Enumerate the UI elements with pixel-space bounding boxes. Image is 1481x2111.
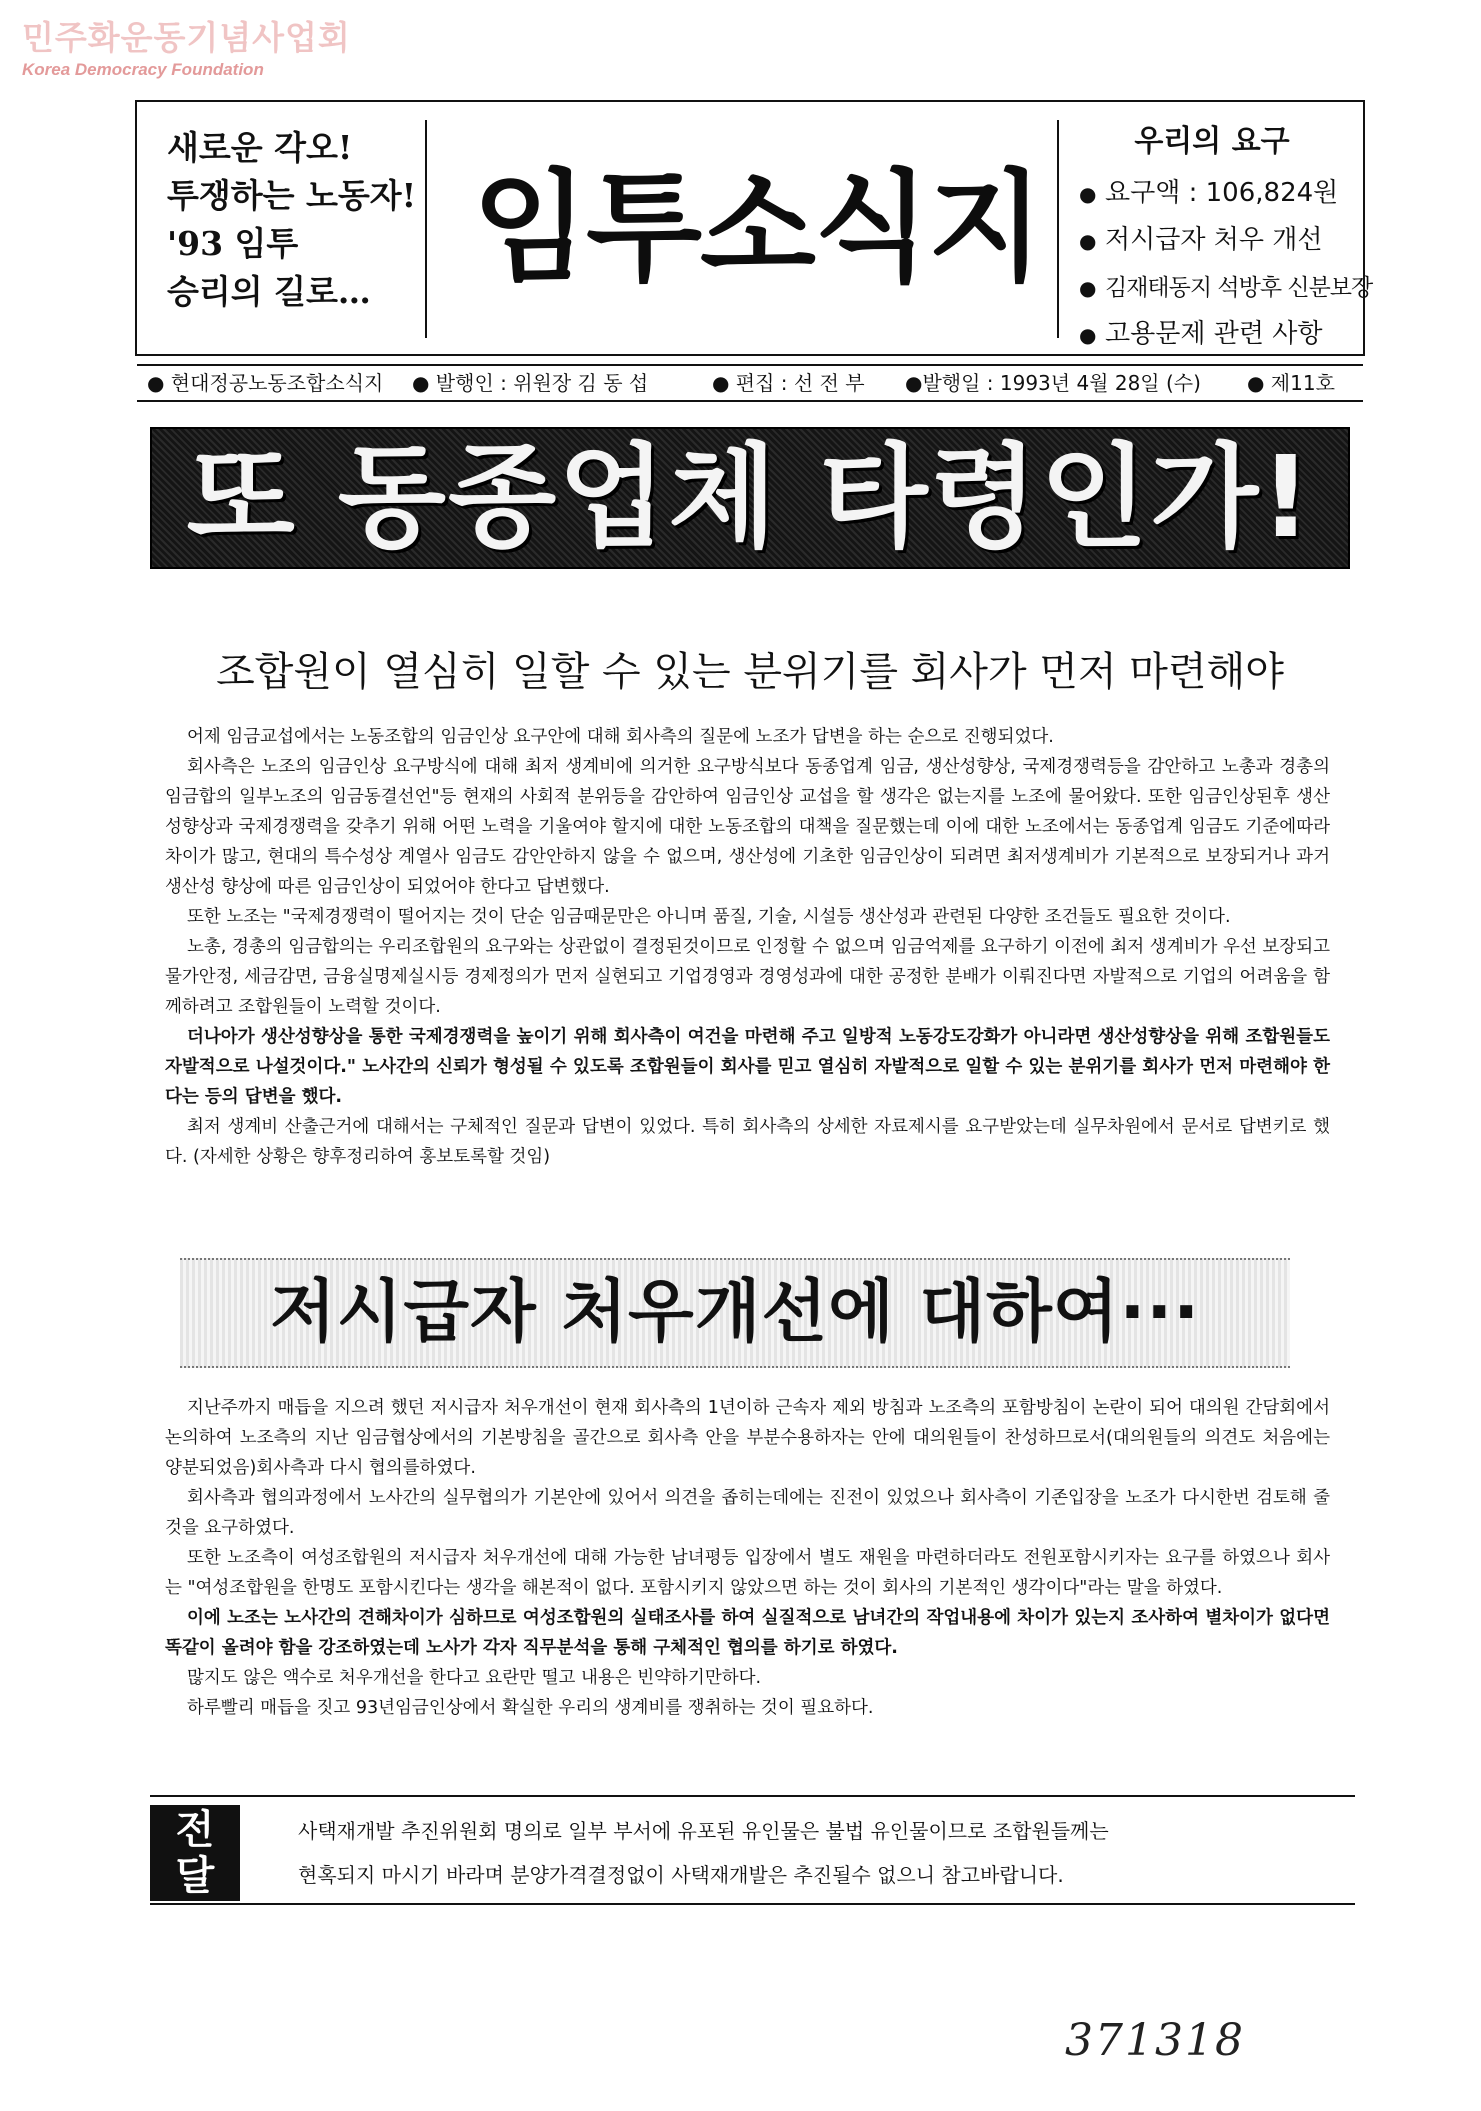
bullet-icon: ● [1079,229,1097,253]
editor: ● 편집 : 선 전 부 [712,371,865,395]
paragraph: 또한 노조는 "국제경쟁력이 떨어지는 것이 단순 임금때문만은 아니며 품질, 기술, 시설등 생산성과 관련된 다양한 조건들도 필요한 것이다. [187,907,1231,927]
demand-item: ● 저시급자 처우 개선 [1079,217,1359,264]
notice-tag: 전 달 [150,1805,240,1901]
paragraph: 또한 노조측이 여성조합원의 저시급자 처우개선에 대해 가능한 남녀평등 입장에서 별도 재원을 마련하더라도 전원포함시키자는 요구를 하였으나 회사는 "여성조합원을 한명도 포함시킨다는 생각을 해본적이 없다. 포함시키지 않았으면 하는 것이 회사의 기본적인 생각이다"라는 말을 하였다. [165,1548,1330,1598]
paragraph: 노총, 경총의 임금합의는 우리조합원의 요구와는 상관없이 결정된것이므로 인정할 수 없으며 임금억제를 요구하기 이전에 최저 생계비가 우선 보장되고 물가안정, 세금감면, 금융실명제실시등 경제정의가 먼저 실현되고 기업경영과 경영성과에 대한 공정한 분배가 이뤄진다면 자발적으로 기업의 어려움을 함께하려고 조합원들이 노력할 것이다. [165,937,1330,1017]
paragraph: 이에 노조는 노사간의 견해차이가 심하므로 여성조합원의 실태조사를 하여 실질적으로 남녀간의 작업내용에 차이가 있는지 조사하여 별차이가 없다면 똑같이 올려야 함을 강조하였는데 노사가 각자 직무분석을 통해 구체적인 협의를 하기로 하였다. [165,1608,1330,1658]
watermark-korean: 민주화운동기념사업회 [22,18,351,57]
handwritten-archive-number: 371318 [1065,2015,1245,2066]
paragraph: 회사측과 협의과정에서 노사간의 실무협의가 기본안에 있어서 의견을 좁히는데에는 진전이 있었으나 회사측이 기존입장을 노조가 다시한번 검토해 줄것을 요구하였다. [165,1488,1330,1538]
slogan-line: '93 임투 [167,224,299,263]
demand-item: ● 요구액 : 106,824원 [1079,170,1359,217]
slogan-line: 새로운 각오! [167,128,353,167]
section-banner [180,1258,1290,1368]
notice-line: 현혹되지 마시기 바라며 분양가격결정없이 사택재개발은 추진될수 없으니 참고바랍니다. [298,1863,1064,1887]
paragraph: 지난주까지 매듭을 지으려 했던 저시급자 처우개선이 현재 회사측의 1년이하 근속자 제외 방침과 노조측의 포함방침이 논란이 되어 대의원 간담회에서 논의하여 노조측의 지난 임금협상에서의 기본방침을 골간으로 회사측 안을 부분수용하자는 안에 대의원들이 찬성하므로서(대의원들의 의견도 처음에는 양분되었음)회사측과 다시 협의를하였다. [165,1398,1330,1478]
notice-box [150,1795,1355,1905]
demands-title: 우리의 요구 [1134,124,1290,159]
watermark-english: Korea Democracy Foundation [22,60,264,79]
organization: ● 현대정공노동조합소식지 [147,371,384,395]
section-title: 저시급자 처우개선에 대하여··· [269,1273,1201,1352]
slogans [167,124,437,316]
masthead [135,100,1373,395]
publisher: ● 발행인 : 위원장 김 동 섭 [412,371,649,395]
article-body [165,1393,1330,1723]
divider [1057,120,1059,338]
headline-banner [150,427,1350,569]
paragraph: 더나아가 생산성향상을 통한 국제경쟁력을 높이기 위해 회사측이 여건을 마련해 주고 일방적 노동강도강화가 아니라면 생산성향상을 위해 조합원들도 자발적으로 나설것이다." 노사간의 신뢰가 형성될 수 있도록 조합원들이 회사를 믿고 열심히 자발적으로 일할 수 있는 분위기를 회사가 먼저 마련해야 한다는 등의 답변을 했다. [165,1027,1330,1107]
demand-item: ● 고용문제 관련 사항 [1079,311,1359,358]
paragraph: 회사측은 노조의 임금인상 요구방식에 대해 최저 생계비에 의거한 요구방식보다 동종업계 임금, 생산성향상, 국제경쟁력등을 감안하고 노총과 경총의 임금합의 일부노조의 임금동결선언"등 현재의 사회적 분위등을 감안하여 임금인상 교섭을 할 생각은 없는지를 노조에 물어왔다. 또한 임금인상된후 생산성향상과 국제경쟁력을 갖추기 위해 어떤 노력을 기울여야 할지에 대한 노동조합의 대책을 질문했는데 이에 대한 노조에서는 동종업계 임금도 기준에따라 차이가 많고, 현대의 특수성상 계열사 임금도 감안안하지 않을 수 없으며, 생산성에 기초한 임금인상이 되려면 최저생계비가 기본적으로 보장되거나 과거 생산성 향상에 따른 임금인상이 되었어야 한다고 답변했다. [165,757,1330,897]
bullet-icon: ● [1079,182,1097,206]
paragraph: 하루빨리 매듭을 짓고 93년임금인상에서 확실한 우리의 생계비를 쟁취하는 것이 필요하다. [187,1698,874,1718]
demand-item: ● 김재태동지 석방후 신분보장 [1079,264,1359,311]
divider [425,120,427,338]
notice-line: 사택재개발 추진위원회 명의로 일부 부서에 유포된 유인물은 불법 유인물이므로 조합원들께는 [298,1819,1109,1843]
slogan-line: 투쟁하는 노동자! [167,176,417,215]
bullet-icon: ● [1079,323,1097,347]
publication-date: ●발행일 : 1993년 4월 28일 (수) [905,371,1201,395]
slogan-line: 승리의 길로… [167,272,371,311]
headline: 또 동종업체 타령인가! [186,433,1314,563]
paragraph: 최저 생계비 산출근거에 대해서는 구체적인 질문과 답변이 있었다. 특히 회사측의 상세한 자료제시를 요구받았는데 실무차원에서 문서로 답변키로 했다. (자세한 상황은 향후정리하여 홍보토록할 것임) [165,1117,1330,1167]
bullet-icon: ● [1079,276,1097,300]
newsletter-logo: 임투소식지 [472,159,1042,298]
paragraph: 어제 임금교섭에서는 노동조합의 임금인상 요구안에 대해 회사측의 질문에 노조가 답변을 하는 순으로 진행되었다. [187,727,1054,747]
article-body [165,722,1330,1172]
paragraph: 많지도 않은 액수로 처우개선을 한다고 요란만 떨고 내용은 빈약하기만하다. [187,1668,762,1688]
demands-list [1079,170,1373,358]
publication-info-bar [137,364,1363,402]
subheadline: 조합원이 열심히 일할 수 있는 분위기를 회사가 먼저 마련해야 [216,649,1284,695]
notice-text [298,1809,1338,1897]
issue-number: ● 제11호 [1247,371,1335,395]
